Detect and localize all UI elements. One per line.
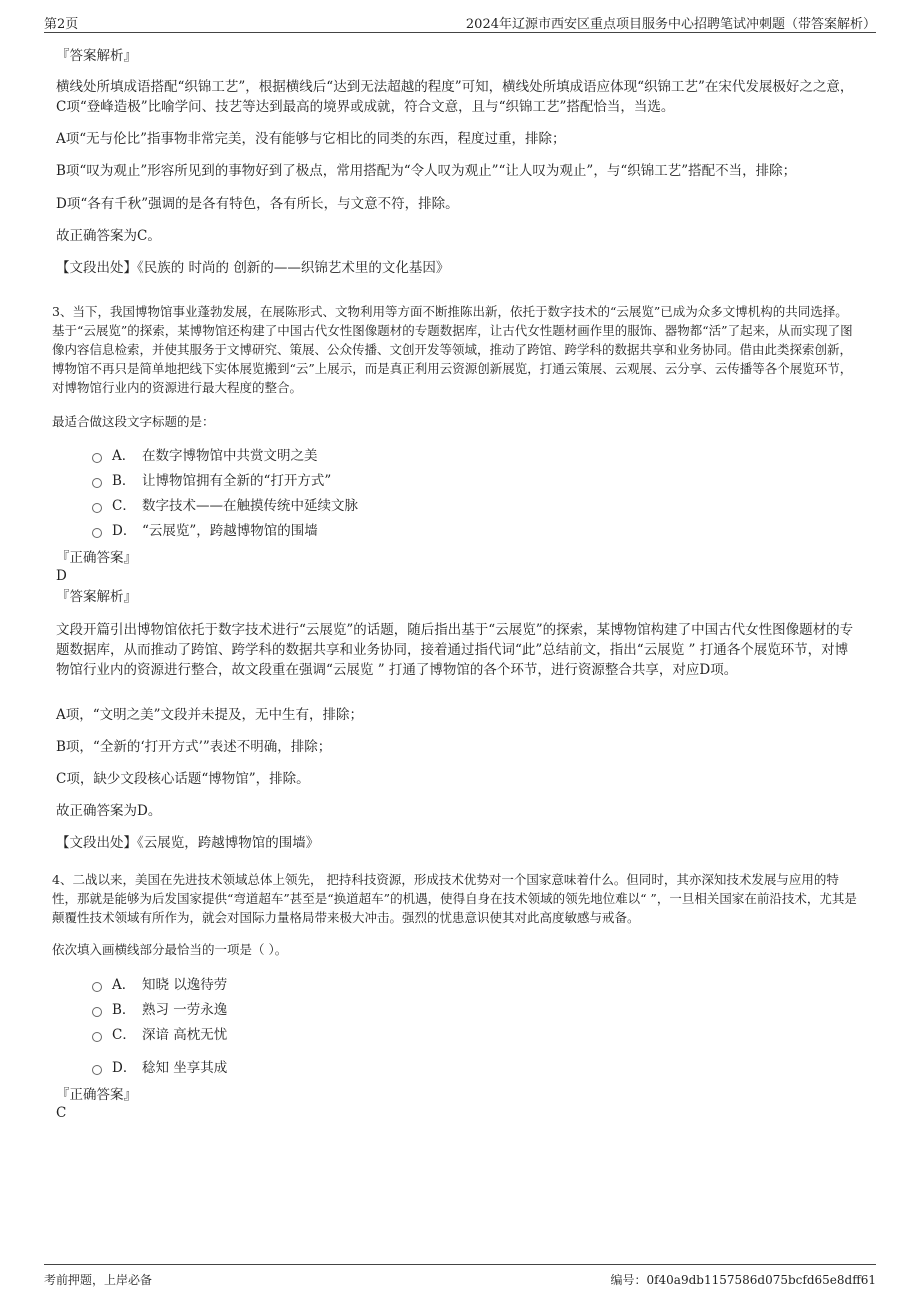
q3-answer-label: 『正确答案』 [56, 550, 137, 566]
radio-icon[interactable] [92, 1032, 102, 1042]
radio-icon[interactable] [92, 1007, 102, 1017]
q4-option-d[interactable]: D． 稔知 坐享其成 [92, 1058, 227, 1078]
q3-answer: D [56, 568, 67, 584]
radio-icon[interactable] [92, 528, 102, 538]
page-header [44, 10, 876, 33]
q2-analysis-label: 『答案解析』 [56, 48, 137, 64]
q2-option-b-explanation: B项“叹为观止”形容所见到的事物好到了极点，常用搭配为“令人叹为观止”“让人叹为观止”，与“织锦工艺”搭配不当，排除； [56, 163, 797, 179]
q4-answer-label: 『正确答案』 [56, 1087, 137, 1103]
document-title: 2024年辽源市西安区重点项目服务中心招聘笔试冲刺题（带答案解析） [465, 17, 876, 32]
q4-question: 依次填入画横线部分最恰当的一项是（ ）。 [52, 942, 288, 957]
radio-icon[interactable] [92, 453, 102, 463]
q4-option-c[interactable]: C． 深谙 高枕无忧 [92, 1025, 227, 1045]
q4-option-a[interactable]: A． 知晓 以逸待劳 [92, 975, 227, 995]
q3-conclusion: 故正确答案为D。 [56, 803, 162, 819]
radio-icon[interactable] [92, 503, 102, 513]
q3-option-c-explanation: C项，缺少文段核心话题“博物馆”，排除。 [56, 771, 310, 787]
q2-conclusion: 故正确答案为C。 [56, 228, 161, 244]
q2-analysis-text: 横线处所填成语搭配“织锦工艺”，根据横线后“达到无法超越的程度”可知，横线处所填成语应体现“织锦工艺”在宋代发展极好之之意，C项“登峰造极”比喻学问、技艺等达到最高的境界或成就，符合文意，且与“织锦工艺”搭配恰当，当选。 [56, 79, 854, 115]
q3-source: 【文段出处】《云展览，跨越博物馆的围墙》 [56, 835, 320, 851]
q2-source: 【文段出处】《民族的 时尚的 创新的——织锦艺术里的文化基因》 [56, 260, 450, 276]
q3-question: 最适合做这段文字标题的是： [52, 414, 215, 429]
radio-icon[interactable] [92, 478, 102, 488]
radio-icon[interactable] [92, 1065, 102, 1075]
footer-slogan: 考前押题，上岸必备 [44, 1273, 153, 1287]
q3-passage: 3、当下，我国博物馆事业蓬勃发展，在展陈形式、文物利用等方面不断推陈出新，依托于数字技术的“云展览”已成为众多文博机构的共同选择。基于“云展览”的探索，某博物馆还构建了中国古代女性图像题材的专题数据库，让古代女性题材画作里的服饰、器物都“活”了起来，从而实现了图像内容信息检索，并使其服务于文博研究、策展、公众传播、文创开发等领域，推动了跨馆、跨学科的数据共享和业务协同。借由此类探索创新，博物馆不再只是简单地把线下实体展览搬到“云”上展示，而是真正利用云资源创新展览，打通云策展、云观展、云分享、云传播等各个展览环节，对博物馆行业内的资源进行最大程度的整合。 [52, 304, 853, 395]
q2-option-d-explanation: D项“各有千秋”强调的是各有特色，各有所长，与文意不符，排除。 [56, 196, 459, 212]
document-id: 编号：0f40a9db1157586d075bcfd65e8dff61 [610, 1273, 876, 1287]
q3-option-c[interactable]: C． 数字技术——在触摸传统中延续文脉 [92, 496, 358, 516]
q3-option-a-explanation: A项，“文明之美”文段并未提及，无中生有，排除； [56, 707, 364, 723]
page-number: 第2页 [44, 17, 79, 32]
q4-answer: C [56, 1105, 67, 1121]
page-footer [44, 1264, 876, 1289]
q2-option-a-explanation: A项“无与伦比”指事物非常完美，没有能够与它相比的同类的东西，程度过重，排除； [56, 131, 566, 147]
q3-option-b-explanation: B项，“全新的‘打开方式’”表述不明确，排除； [56, 739, 332, 755]
q3-option-d[interactable]: D． “云展览”，跨越博物馆的围墙 [92, 521, 318, 541]
q3-analysis-text: 文段开篇引出博物馆依托于数字技术进行“云展览”的话题，随后指出基于“云展览”的探索，某博物馆构建了中国古代女性图像题材的专题数据库，从而推动了跨馆、跨学科的数据共享和业务协同，接着通过指代词“此”总结前文，指出“云展览 ” 打通各个展览环节，对博物馆行业内的资源进行整合，故文段重在强调“云展览 ” 打通了博物馆的各个环节，进行资源整合共享，对应D项。 [56, 622, 854, 678]
q4-option-b[interactable]: B． 熟习 一劳永逸 [92, 1000, 227, 1020]
q3-option-a[interactable]: A． 在数字博物馆中共赏文明之美 [92, 446, 318, 466]
radio-icon[interactable] [92, 982, 102, 992]
q3-option-b[interactable]: B． 让博物馆拥有全新的“打开方式” [92, 471, 331, 491]
q3-analysis-label: 『答案解析』 [56, 589, 137, 605]
q4-passage: 4、二战以来，美国在先进技术领域总体上领先， 把持科技资源，形成技术优势对一个国家意味着什么。但同时，其亦深知技术发展与应用的特性，那就是能够为后发国家提供“弯道超车”甚至是“换道超车”的机遇，使得自身在技术领域的领先地位难以“ ”，一旦相关国家在前沿技术，尤其是颠覆性技术领域有所作为，就会对国际力量格局带来极大冲击。强烈的忧患意识使其对此高度敏感与戒备。 [52, 872, 857, 925]
